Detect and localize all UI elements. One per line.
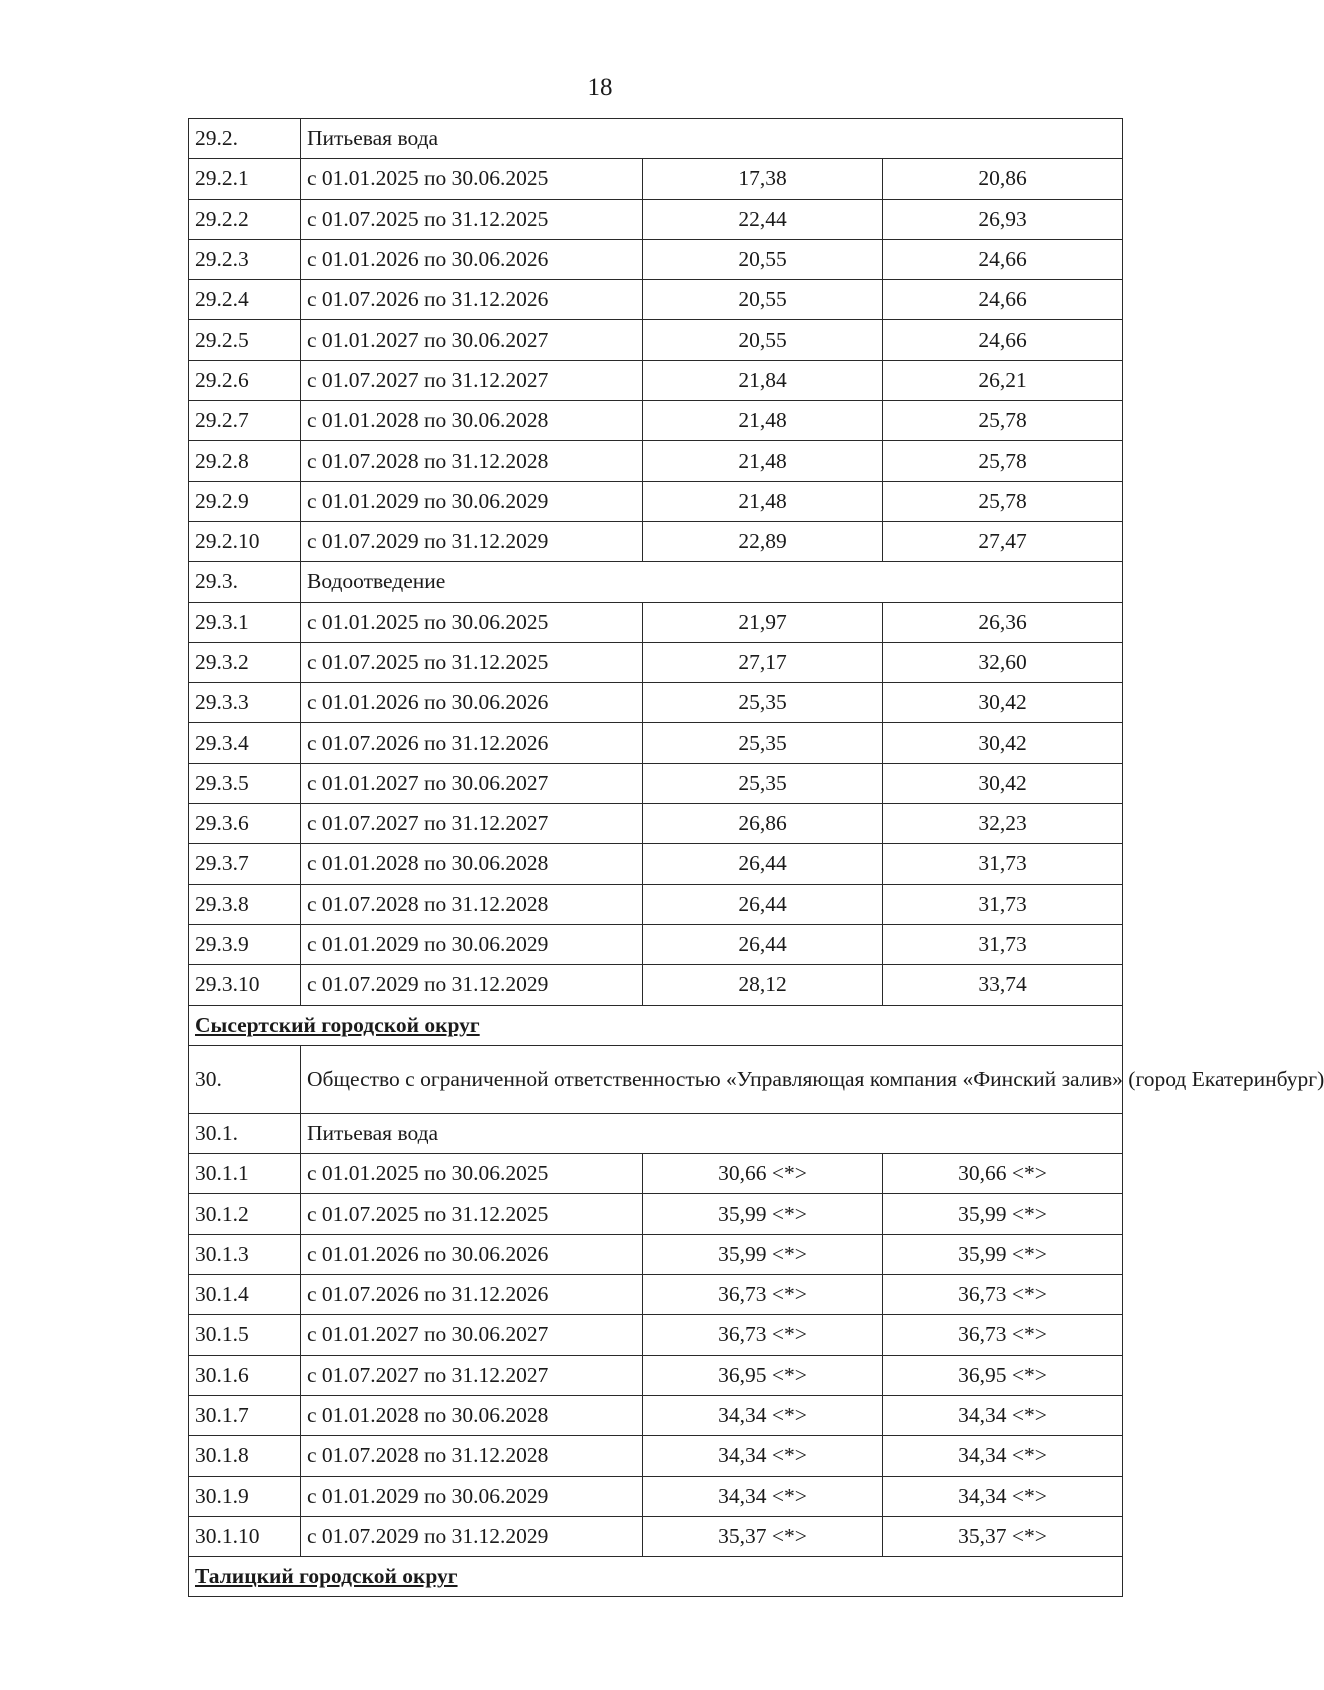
row-value-1: 26,44 — [643, 924, 883, 964]
row-number: 29.3.2 — [189, 642, 301, 682]
row-value-2: 20,86 — [883, 159, 1123, 199]
table-row — [189, 642, 1123, 682]
table-row — [189, 924, 1123, 964]
row-value-2: 35,99 <*> — [883, 1194, 1123, 1234]
row-value-2: 25,78 — [883, 441, 1123, 481]
table-row — [189, 280, 1123, 320]
table-row — [189, 1476, 1123, 1516]
row-period: с 01.01.2025 по 30.06.2025 — [301, 1154, 643, 1194]
row-number: 29.3.5 — [189, 763, 301, 803]
row-value-1: 25,35 — [643, 683, 883, 723]
region-row — [189, 1557, 1123, 1597]
table-row — [189, 965, 1123, 1005]
section-number: 30.1. — [189, 1113, 301, 1153]
table-row — [189, 521, 1123, 561]
row-value-2: 36,73 <*> — [883, 1275, 1123, 1315]
row-value-2: 24,66 — [883, 239, 1123, 279]
row-number: 29.3.3 — [189, 683, 301, 723]
table-row — [189, 1355, 1123, 1395]
row-value-1: 21,48 — [643, 441, 883, 481]
row-value-1: 21,84 — [643, 360, 883, 400]
table-row — [189, 1516, 1123, 1556]
row-value-2: 30,42 — [883, 763, 1123, 803]
row-value-1: 22,44 — [643, 199, 883, 239]
row-value-2: 34,34 <*> — [883, 1436, 1123, 1476]
row-period: с 01.01.2029 по 30.06.2029 — [301, 924, 643, 964]
section-title: Питьевая вода — [301, 119, 1123, 159]
row-value-1: 34,34 <*> — [643, 1476, 883, 1516]
table-row — [189, 1436, 1123, 1476]
row-value-2: 34,34 <*> — [883, 1395, 1123, 1435]
page-number: 18 — [587, 74, 613, 101]
row-value-2: 24,66 — [883, 280, 1123, 320]
row-value-2: 35,99 <*> — [883, 1234, 1123, 1274]
row-value-2: 31,73 — [883, 844, 1123, 884]
row-value-1: 34,34 <*> — [643, 1436, 883, 1476]
row-number: 29.3.4 — [189, 723, 301, 763]
row-value-2: 36,95 <*> — [883, 1355, 1123, 1395]
row-period: с 01.07.2026 по 31.12.2026 — [301, 280, 643, 320]
table-row — [189, 1194, 1123, 1234]
row-value-2: 30,42 — [883, 723, 1123, 763]
row-number: 30.1.8 — [189, 1436, 301, 1476]
row-value-1: 35,99 <*> — [643, 1234, 883, 1274]
section-row — [189, 1045, 1123, 1113]
table-row — [189, 804, 1123, 844]
table-row — [189, 159, 1123, 199]
row-value-2: 30,66 <*> — [883, 1154, 1123, 1194]
table-row — [189, 401, 1123, 441]
row-value-2: 27,47 — [883, 521, 1123, 561]
row-period: с 01.07.2029 по 31.12.2029 — [301, 965, 643, 1005]
table-row — [189, 199, 1123, 239]
row-value-1: 36,73 <*> — [643, 1315, 883, 1355]
row-value-1: 30,66 <*> — [643, 1154, 883, 1194]
row-value-2: 36,73 <*> — [883, 1315, 1123, 1355]
row-period: с 01.07.2029 по 31.12.2029 — [301, 521, 643, 561]
row-value-2: 26,93 — [883, 199, 1123, 239]
table-row — [189, 360, 1123, 400]
section-number: 30. — [189, 1045, 301, 1113]
row-period: с 01.07.2025 по 31.12.2025 — [301, 199, 643, 239]
row-value-1: 25,35 — [643, 723, 883, 763]
table-row — [189, 1154, 1123, 1194]
table-row — [189, 763, 1123, 803]
row-period: с 01.07.2025 по 31.12.2025 — [301, 1194, 643, 1234]
table-row — [189, 441, 1123, 481]
row-period: с 01.01.2027 по 30.06.2027 — [301, 763, 643, 803]
row-value-2: 31,73 — [883, 884, 1123, 924]
row-value-2: 32,23 — [883, 804, 1123, 844]
row-period: с 01.01.2029 по 30.06.2029 — [301, 481, 643, 521]
table-row — [189, 320, 1123, 360]
row-period: с 01.01.2026 по 30.06.2026 — [301, 683, 643, 723]
row-value-1: 25,35 — [643, 763, 883, 803]
row-number: 30.1.9 — [189, 1476, 301, 1516]
row-value-1: 36,73 <*> — [643, 1275, 883, 1315]
table-row — [189, 844, 1123, 884]
row-value-1: 20,55 — [643, 280, 883, 320]
table-row — [189, 1234, 1123, 1274]
row-number: 29.2.10 — [189, 521, 301, 561]
row-period: с 01.01.2028 по 30.06.2028 — [301, 1395, 643, 1435]
table-row — [189, 1275, 1123, 1315]
row-period: с 01.07.2025 по 31.12.2025 — [301, 642, 643, 682]
row-value-1: 26,86 — [643, 804, 883, 844]
row-period: с 01.01.2028 по 30.06.2028 — [301, 401, 643, 441]
row-period: с 01.01.2027 по 30.06.2027 — [301, 320, 643, 360]
row-number: 29.3.6 — [189, 804, 301, 844]
row-value-2: 31,73 — [883, 924, 1123, 964]
region-title: Сысертский городской округ — [189, 1005, 1123, 1045]
row-number: 29.2.1 — [189, 159, 301, 199]
section-row — [189, 562, 1123, 602]
row-number: 30.1.4 — [189, 1275, 301, 1315]
row-number: 29.3.7 — [189, 844, 301, 884]
row-period: с 01.01.2027 по 30.06.2027 — [301, 1315, 643, 1355]
row-value-2: 33,74 — [883, 965, 1123, 1005]
row-value-2: 24,66 — [883, 320, 1123, 360]
row-period: с 01.01.2026 по 30.06.2026 — [301, 1234, 643, 1274]
table-row — [189, 602, 1123, 642]
row-value-1: 20,55 — [643, 239, 883, 279]
row-period: с 01.07.2026 по 31.12.2026 — [301, 1275, 643, 1315]
row-value-1: 26,44 — [643, 884, 883, 924]
row-value-2: 30,42 — [883, 683, 1123, 723]
table-row — [189, 481, 1123, 521]
row-number: 30.1.6 — [189, 1355, 301, 1395]
row-number: 29.2.7 — [189, 401, 301, 441]
row-period: с 01.07.2027 по 31.12.2027 — [301, 804, 643, 844]
region-title: Талицкий городской округ — [189, 1557, 1123, 1597]
row-value-1: 36,95 <*> — [643, 1355, 883, 1395]
section-number: 29.3. — [189, 562, 301, 602]
row-number: 29.3.9 — [189, 924, 301, 964]
row-value-1: 21,97 — [643, 602, 883, 642]
row-value-2: 25,78 — [883, 481, 1123, 521]
row-number: 30.1.5 — [189, 1315, 301, 1355]
row-value-1: 21,48 — [643, 481, 883, 521]
section-title: Водоотведение — [301, 562, 1123, 602]
table-row — [189, 683, 1123, 723]
row-period: с 01.07.2028 по 31.12.2028 — [301, 884, 643, 924]
section-row — [189, 1113, 1123, 1153]
row-number: 29.3.1 — [189, 602, 301, 642]
table-row — [189, 723, 1123, 763]
row-number: 29.2.8 — [189, 441, 301, 481]
row-value-1: 22,89 — [643, 521, 883, 561]
row-number: 30.1.2 — [189, 1194, 301, 1234]
row-number: 29.2.5 — [189, 320, 301, 360]
row-period: с 01.07.2026 по 31.12.2026 — [301, 723, 643, 763]
row-value-1: 26,44 — [643, 844, 883, 884]
row-number: 29.3.10 — [189, 965, 301, 1005]
row-value-1: 20,55 — [643, 320, 883, 360]
table-row — [189, 239, 1123, 279]
table-row — [189, 1315, 1123, 1355]
row-period: с 01.07.2028 по 31.12.2028 — [301, 441, 643, 481]
section-title: Общество с ограниченной ответственностью «Управляющая компания «Финский залив» (город Екатеринбург) — [301, 1045, 1123, 1113]
row-value-1: 17,38 — [643, 159, 883, 199]
row-value-1: 21,48 — [643, 401, 883, 441]
row-number: 29.2.6 — [189, 360, 301, 400]
row-value-2: 35,37 <*> — [883, 1516, 1123, 1556]
row-period: с 01.01.2026 по 30.06.2026 — [301, 239, 643, 279]
table-row — [189, 1395, 1123, 1435]
row-number: 30.1.7 — [189, 1395, 301, 1435]
row-number: 30.1.1 — [189, 1154, 301, 1194]
row-value-1: 35,99 <*> — [643, 1194, 883, 1234]
row-number: 29.2.9 — [189, 481, 301, 521]
row-value-2: 26,36 — [883, 602, 1123, 642]
row-period: с 01.07.2029 по 31.12.2029 — [301, 1516, 643, 1556]
row-number: 29.2.3 — [189, 239, 301, 279]
row-value-1: 28,12 — [643, 965, 883, 1005]
tariff-table — [188, 118, 1324, 1597]
row-period: с 01.01.2025 по 30.06.2025 — [301, 159, 643, 199]
row-value-1: 35,37 <*> — [643, 1516, 883, 1556]
row-period: с 01.07.2027 по 31.12.2027 — [301, 360, 643, 400]
row-number: 30.1.10 — [189, 1516, 301, 1556]
row-period: с 01.07.2028 по 31.12.2028 — [301, 1436, 643, 1476]
section-number: 29.2. — [189, 119, 301, 159]
row-value-1: 34,34 <*> — [643, 1395, 883, 1435]
row-value-2: 34,34 <*> — [883, 1476, 1123, 1516]
region-row — [189, 1005, 1123, 1045]
row-number: 30.1.3 — [189, 1234, 301, 1274]
row-period: с 01.01.2025 по 30.06.2025 — [301, 602, 643, 642]
row-period: с 01.01.2029 по 30.06.2029 — [301, 1476, 643, 1516]
section-title: Питьевая вода — [301, 1113, 1123, 1153]
row-value-1: 27,17 — [643, 642, 883, 682]
row-period: с 01.07.2027 по 31.12.2027 — [301, 1355, 643, 1395]
row-value-2: 26,21 — [883, 360, 1123, 400]
row-period: с 01.01.2028 по 30.06.2028 — [301, 844, 643, 884]
row-number: 29.2.4 — [189, 280, 301, 320]
row-value-2: 32,60 — [883, 642, 1123, 682]
row-value-2: 25,78 — [883, 401, 1123, 441]
row-number: 29.3.8 — [189, 884, 301, 924]
table-row — [189, 884, 1123, 924]
row-number: 29.2.2 — [189, 199, 301, 239]
section-row — [189, 119, 1123, 159]
